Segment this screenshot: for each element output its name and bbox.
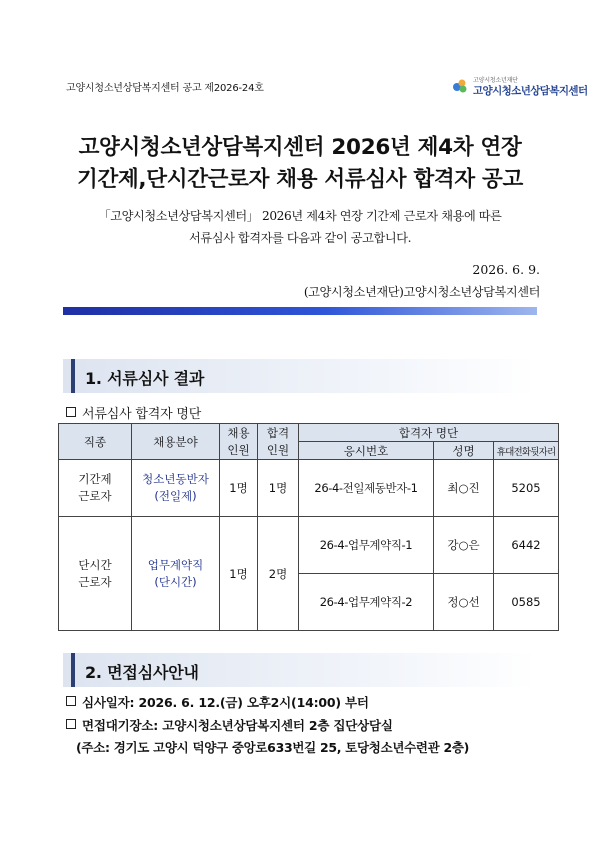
- name-cell: 정○선: [434, 574, 494, 631]
- passer-list-subtitle: [66, 403, 201, 422]
- name-cell: 강○은: [434, 517, 494, 574]
- intro-line-2: 서류심사 합격자를 다음과 같이 공고합니다.: [188, 231, 412, 245]
- section-accent-bar: [71, 359, 75, 393]
- exam-number-cell: 26-4-업무계약직-2: [299, 574, 434, 631]
- header-recruit-count-line-2: 인원: [227, 442, 250, 457]
- interview-date-text: 심사일자: 2026. 6. 12.(금) 오후2시(14:00) 부터: [82, 695, 369, 710]
- header-recruit-count-line-1: 채용: [227, 425, 250, 440]
- phone-cell: 5205: [494, 460, 559, 517]
- header-pass-count-line-1: 합격: [266, 425, 290, 440]
- header-recruit-count: [220, 424, 258, 460]
- job-type-cell: [59, 517, 132, 631]
- pass-count-cell: 2명: [258, 517, 299, 631]
- passer-list-subtitle-text: 서류심사 합격자 명단: [82, 407, 202, 422]
- header-passer-list: 합격자 명단: [299, 424, 559, 442]
- header-pass-count: [258, 424, 299, 460]
- header-pass-count-line-2: 인원: [266, 442, 290, 457]
- exam-number-cell: 26-4-업무계약직-1: [299, 517, 434, 574]
- section-1-title: 1. 서류심사 결과: [85, 369, 205, 388]
- interview-address: (주소: 경기도 고양시 덕양구 중앙로633번길 25, 토당청소년수련관 2층): [76, 740, 470, 755]
- interview-place-item: [66, 716, 393, 734]
- job-type-cell: [59, 460, 132, 517]
- section-2-header: [63, 653, 537, 687]
- notice-number: 고양시청소년상담복지센터 공고 제2026-24호: [66, 83, 264, 94]
- field-line-1: 청소년동반자: [142, 472, 209, 486]
- field-cell: [132, 460, 220, 517]
- checkbox-bullet-icon: [66, 719, 76, 729]
- name-cell: 최○진: [434, 460, 494, 517]
- job-type-line-2: 근로자: [78, 489, 112, 503]
- header-exam-number: 응시번호: [299, 442, 434, 460]
- recruit-count-cell: 1명: [220, 517, 258, 631]
- phone-cell: 6442: [494, 517, 559, 574]
- table-row: [59, 517, 559, 574]
- page-title-line-2: 기간제,단시간근로자 채용 서류심사 합격자 공고: [77, 167, 523, 192]
- intro-line-1: 「고양시청소년상담복지센터」 2026년 제4차 연장 기간제 근로자 채용에 따른: [98, 209, 502, 223]
- logo-foundation-text: 고양시청소년재단: [473, 77, 518, 84]
- logo-center-name: 고양시청소년상담복지센터: [473, 85, 588, 97]
- field-line-2: (전일제): [154, 489, 197, 503]
- phone-cell: 0585: [494, 574, 559, 631]
- table-row: [59, 460, 559, 517]
- header-name: 성명: [434, 442, 494, 460]
- exam-number-cell: 26-4-전일제동반자-1: [299, 460, 434, 517]
- job-type-line-2: 근로자: [78, 574, 112, 589]
- section-accent-bar: [71, 653, 75, 687]
- header-phone: 휴대전화뒷자리: [494, 442, 559, 460]
- issuing-organization: (고양시청소년재단)고양시청소년상담복지센터: [303, 285, 540, 299]
- checkbox-bullet-icon: [66, 696, 76, 706]
- pass-count-cell: 1명: [258, 460, 299, 517]
- page-title-line-1: 고양시청소년상담복지센터 2026년 제4차 연장: [78, 135, 522, 160]
- field-line-2: (단시간): [154, 574, 197, 589]
- header-field: 채용분야: [132, 424, 220, 460]
- header-divider: [63, 307, 537, 315]
- organization-logo: [452, 73, 588, 99]
- results-table: [58, 423, 559, 631]
- field-line-1: 업무계약직: [147, 557, 204, 572]
- recruit-count-cell: 1명: [220, 460, 258, 517]
- interview-date-item: [66, 693, 369, 711]
- job-type-line-1: 단시간: [78, 557, 112, 572]
- section-1-header: [63, 359, 537, 393]
- field-cell: [132, 517, 220, 631]
- checkbox-bullet-icon: [66, 407, 76, 417]
- interview-place-text: 면접대기장소: 고양시청소년상담복지센터 2층 집단상담실: [82, 718, 393, 733]
- job-type-line-1: 기간제: [78, 472, 112, 486]
- section-2-title: 2. 면접심사안내: [85, 663, 199, 682]
- logo-mark-icon: [452, 78, 468, 94]
- notice-date: 2026. 6. 9.: [472, 262, 540, 277]
- header-job-type: 직종: [59, 424, 132, 460]
